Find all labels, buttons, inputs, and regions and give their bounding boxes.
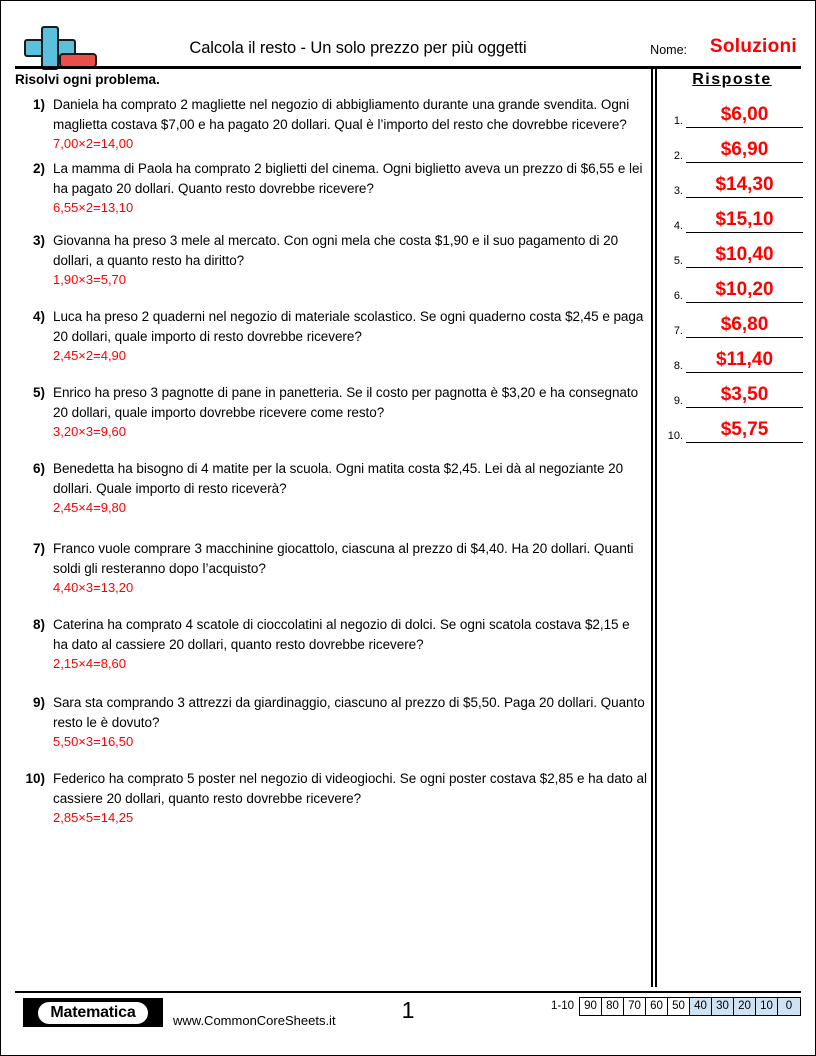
website-url: www.CommonCoreSheets.it — [173, 1013, 336, 1028]
answer-value[interactable]: $5,75 — [686, 418, 803, 443]
grading-scale-box: 60 — [646, 998, 668, 1015]
answer-list — [661, 103, 803, 443]
problem-body — [53, 459, 647, 517]
name-label: Nome: — [650, 43, 687, 57]
grading-scale-box: 80 — [602, 998, 624, 1015]
problem-item — [15, 231, 647, 289]
problem-body — [53, 769, 647, 827]
answer-number: 9. — [673, 395, 683, 407]
problem-work: 1,90×3=5,70 — [53, 272, 127, 287]
problem-work: 5,50×3=16,50 — [53, 734, 134, 749]
problem-item — [15, 769, 647, 827]
answer-row — [661, 173, 803, 198]
answer-row — [661, 383, 803, 408]
answer-row — [661, 103, 803, 128]
brand-label: Matematica — [38, 1002, 147, 1024]
worksheet-body — [1, 69, 816, 987]
grading-scale-box: 30 — [712, 998, 734, 1015]
answer-row — [661, 278, 803, 303]
answer-number: 7. — [673, 325, 683, 337]
problem-item — [15, 159, 647, 217]
answer-value[interactable]: $10,20 — [686, 278, 803, 303]
problem-work: 2,85×5=14,25 — [53, 810, 134, 825]
answer-value[interactable]: $14,30 — [686, 173, 803, 198]
answer-value[interactable]: $15,10 — [686, 208, 803, 233]
problem-body — [53, 231, 647, 289]
problem-body — [53, 95, 647, 153]
grading-scale-box: 0 — [778, 998, 800, 1015]
problem-body — [53, 383, 647, 441]
problem-text: Daniela ha comprato 2 magliette nel negozio di abbigliamento durante una grande svendita. Ogni maglietta costava $7,00 e ha pagato 20 dollari. Qual è l’importo del resto che dovrebbe ricevere? — [53, 97, 630, 132]
problem-number: 1) — [32, 97, 45, 112]
grading-scale-box: 70 — [624, 998, 646, 1015]
problem-body — [53, 615, 647, 673]
problem-number: 5) — [32, 385, 45, 400]
grading-scale-box: 90 — [580, 998, 602, 1015]
grading-scale-box: 50 — [668, 998, 690, 1015]
problem-text: Luca ha preso 2 quaderni nel negozio di materiale scolastico. Se ogni quaderno costa $2,45 e paga 20 dollari, quale importo di resto dovrebbe ricevere? — [53, 309, 644, 344]
grading-scale — [551, 997, 801, 1016]
problem-number: 7) — [32, 541, 45, 556]
answer-value[interactable]: $6,90 — [686, 138, 803, 163]
problem-body — [53, 159, 647, 217]
answer-number: 6. — [673, 290, 683, 302]
problem-item — [15, 459, 647, 517]
problem-text: Franco vuole comprare 3 macchinine giocattolo, ciascuna al prezzo di $4,40. Ha 20 dollari. Quanti soldi gli resteranno dopo l’acquisto? — [53, 541, 634, 576]
problem-text: Benedetta ha bisogno di 4 matite per la scuola. Ogni matita costa $2,45. Lei dà al negoziante 20 dollari. Quale importo di resto riceverà? — [53, 461, 624, 496]
problem-item — [15, 615, 647, 673]
answer-value[interactable]: $11,40 — [686, 348, 803, 373]
answer-value[interactable]: $3,50 — [686, 383, 803, 408]
answer-number: 5. — [673, 255, 683, 267]
answer-value[interactable]: $6,80 — [686, 313, 803, 338]
instructions-text: Risolvi ogni problema. — [15, 72, 160, 87]
footer-divider — [15, 991, 801, 993]
worksheet-header — [1, 1, 815, 57]
grading-scale-box: 10 — [756, 998, 778, 1015]
page-number: 1 — [401, 997, 415, 1023]
answer-number: 10. — [667, 430, 683, 442]
name-value: Soluzioni — [709, 36, 797, 57]
page-title: Calcola il resto - Un solo prezzo per più oggetti — [189, 39, 527, 57]
problem-work: 7,00×2=14,00 — [53, 136, 134, 151]
problem-work: 2,15×4=8,60 — [53, 656, 127, 671]
answer-number: 8. — [673, 360, 683, 372]
problem-work: 4,40×3=13,20 — [53, 580, 134, 595]
problem-work: 2,45×4=9,80 — [53, 500, 127, 515]
answer-number: 1. — [673, 115, 683, 127]
problem-number: 2) — [32, 161, 45, 176]
column-divider — [651, 69, 657, 987]
problem-item — [15, 539, 647, 597]
problem-item — [15, 307, 647, 365]
grading-scale-range: 1-10 — [550, 1000, 574, 1012]
answer-row — [661, 208, 803, 233]
problem-work: 6,55×2=13,10 — [53, 200, 134, 215]
problem-number: 4) — [32, 309, 45, 324]
answer-number: 2. — [673, 150, 683, 162]
problem-number: 3) — [32, 233, 45, 248]
answer-value[interactable]: $6,00 — [686, 103, 803, 128]
grading-scale-box: 20 — [734, 998, 756, 1015]
grading-scale-boxes — [579, 997, 801, 1016]
problem-list — [15, 95, 647, 827]
answer-row — [661, 243, 803, 268]
answers-column — [661, 69, 803, 987]
problem-text: La mamma di Paola ha comprato 2 biglietti del cinema. Ogni biglietto aveva un prezzo di $6,55 e lei ha pagato 20 dollari. Quanto resto dovrebbe ricevere? — [53, 161, 643, 196]
problem-text: Enrico ha preso 3 pagnotte di pane in panetteria. Se il costo per pagnotta è $3,20 e ha consegnato 20 dollari, quale importo dovrebbe ricevere come resto? — [53, 385, 639, 420]
problem-number: 6) — [32, 461, 45, 476]
problem-item — [15, 95, 647, 153]
problems-column — [15, 69, 647, 987]
problem-item — [15, 693, 647, 751]
problem-body — [53, 693, 647, 751]
answer-row — [661, 138, 803, 163]
answer-row — [661, 313, 803, 338]
problem-text: Sara sta comprando 3 attrezzi da giardinaggio, ciascuno al prezzo di $5,50. Paga 20 dollari. Quanto resto le è dovuto? — [53, 695, 645, 730]
problem-text: Giovanna ha preso 3 mele al mercato. Con ogni mela che costa $1,90 e il suo pagamento di 20 dollari, a quanto resto ha diritto? — [53, 233, 619, 268]
answer-number: 4. — [673, 220, 683, 232]
problem-body — [53, 307, 647, 365]
grading-scale-box: 40 — [690, 998, 712, 1015]
answer-row — [661, 348, 803, 373]
problem-text: Caterina ha comprato 4 scatole di cioccolatini al negozio di dolci. Se ogni scatola costava $2,15 e ha dato al cassiere 20 dollari, quanto resto dovrebbe ricevere? — [53, 617, 630, 652]
problem-text: Federico ha comprato 5 poster nel negozio di videogiochi. Se ogni poster costava $2,85 e ha dato al cassiere 20 dollari, quanto resto dovrebbe ricevere? — [53, 771, 647, 806]
problem-work: 2,45×2=4,90 — [53, 348, 127, 363]
answer-number: 3. — [673, 185, 683, 197]
problem-item — [15, 383, 647, 441]
problem-work: 3,20×3=9,60 — [53, 424, 127, 439]
answer-value[interactable]: $10,40 — [686, 243, 803, 268]
answers-heading: Risposte — [692, 71, 772, 88]
problem-body — [53, 539, 647, 597]
problem-number: 10) — [25, 771, 45, 786]
answer-row — [661, 418, 803, 443]
problem-number: 8) — [32, 617, 45, 632]
problem-number: 9) — [32, 695, 45, 710]
